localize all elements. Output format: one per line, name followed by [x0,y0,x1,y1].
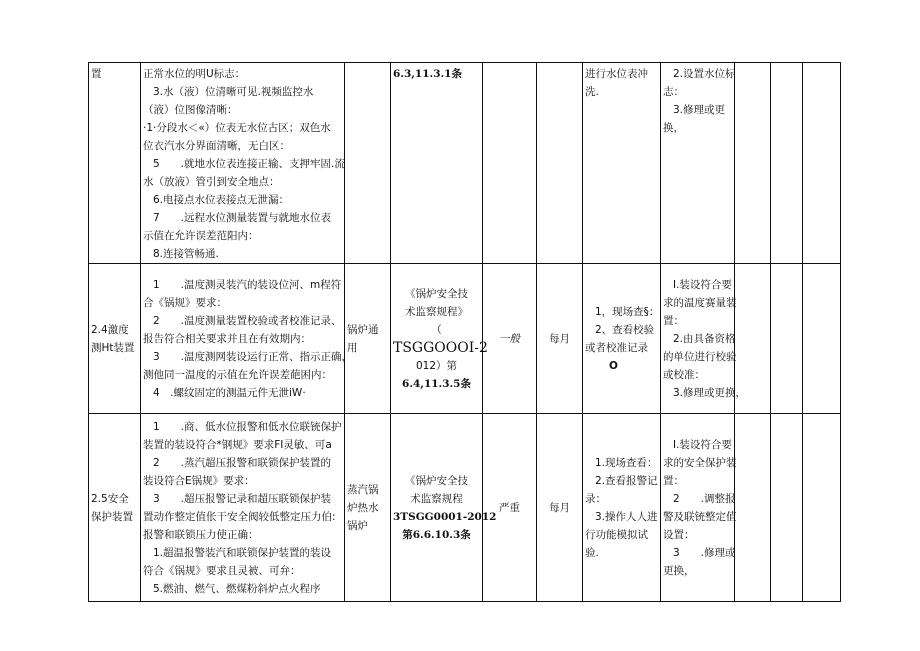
content-line: ·1·分段水＜«）位表无水位古区；双色水 [143,122,331,134]
measures-line: 置： [663,474,684,487]
level-text: 严重 [499,501,520,514]
content-line: 示值在允许误差范阳内： [143,230,259,242]
method-line: 1，现场查§： [595,305,660,318]
method-line: 洗. [585,86,599,98]
measures-line: 的单位进行校验 [663,350,737,363]
level-cell [483,63,537,264]
basis-line: 6.4,11.3.5条 [402,377,471,390]
scope-cell [345,63,391,264]
basis-line: 3TSGG0001-2012 [393,510,497,523]
content-line: 水（放液）管引到安全地点： [143,176,280,188]
measures-line: 3.修理或更 [673,104,726,116]
content-line: 测他同一温度的示值在允许误差葩困内： [143,368,332,381]
basis-line: （ [431,323,442,336]
method-cell [583,63,661,264]
basis-line: 术监察规程 [410,492,463,505]
item-label: 2.4激度测Ht装置 [91,323,135,354]
measures-line: I.装设符合要 [673,278,732,291]
content-line: 3 .温度测网装设运行正常、指示正确， [153,350,353,363]
method-cell [583,264,661,414]
measures-line: 换， [663,122,684,134]
content-line: 正常水位的明U标志： [143,68,246,80]
scope-cell [345,264,391,414]
item-cell [89,264,141,414]
empty-cell [735,63,771,264]
scope-text: 蒸汽锅炉热水锅炉 [347,483,379,532]
measures-line: 3.修理或更换， [673,386,747,399]
content-line: 8.连接管畅通. [153,248,219,260]
level-cell [483,414,537,602]
item-cell [89,414,141,602]
cycle-text: 每月 [549,501,570,514]
content-line: 合《锅规》要求： [143,296,227,309]
method-line: 进行水位表冲 [585,68,648,80]
content-line: （液）位图像清晰： [143,104,238,116]
basis-cell [391,264,488,414]
content-line: 置动作整定值伥干安全阀较低整定压力伯: [143,510,336,523]
empty-cell [803,414,841,602]
content-line: 符合《锅规》要求且灵被、可弁： [143,564,301,577]
measures-line: 求的安全保护装 [663,456,737,469]
measures-line: 2.由具备资格 [673,332,736,345]
table-row [89,414,841,602]
measures-line: 警及联铳整定值 [663,510,737,523]
empty-cell [803,63,841,264]
cycle-text: 每月 [549,332,570,345]
content-cell [141,63,345,264]
basis-line: 《锅炉安全技 [405,287,468,300]
measures-line: 设置： [663,528,695,541]
level-cell [483,264,537,414]
inspection-table [88,62,841,602]
method-line: 2.查看报警记 [595,474,658,487]
content-line: 报告符合相关要求并且在有效期内： [143,332,311,345]
measures-cell [661,63,735,264]
basis-line: 术监察规程》 [405,305,468,318]
empty-cell [803,264,841,414]
method-line: 录： [585,492,606,505]
empty-cell [771,63,803,264]
content-line: 2 .蒸汽超压报警和联锁保护装置的 [153,456,332,469]
method-line: 2、查看校验 [595,323,655,336]
content-line: 装设符合E锅规》要求： [143,474,255,487]
content-line: 1.超温报警装汽和联锁保护装置的装设 [153,546,332,559]
content-line: 7 .远程水位测量装置与就地水位表 [153,212,332,224]
measures-line: 2.设置水位标 [673,68,736,80]
content-line: 1 .温度测灵装汽的装设位河、m程符 [153,278,342,291]
empty-cell [771,414,803,602]
level-text: 一般 [499,332,520,345]
measures-line: 2 .调整报 [673,492,736,505]
table-row [89,264,841,414]
scope-text: 锅炉通用 [347,323,379,354]
content-line: 位衣汽水分界面清晰，无白区： [143,140,290,152]
content-line: 1 .商、低水位报警和低水位联铳保护 [153,420,342,433]
content-line: 5.燃油、燃气、燃煤粉斜炉点火程序 [153,582,321,595]
empty-cell [771,264,803,414]
measures-line: 更换， [663,564,695,577]
method-line: 或者校准记录 [585,341,648,354]
measures-line: 志： [663,86,684,98]
method-line: O [609,359,618,372]
basis-cell [391,63,483,264]
table-row [89,63,841,264]
method-line: 3.操作人人进 [595,510,658,523]
item-label: 置 [91,68,102,80]
content-line: 3.水（液）位清晰可见.视频监控水 [153,86,314,98]
method-line: 行功能模拟试 [585,528,648,541]
content-line: 装置的装设符合*钢规》要求FI灵敏、可a [143,438,332,451]
measures-cell [661,264,747,414]
cycle-cell [537,414,583,602]
method-line: 验. [585,546,599,559]
measures-line: 求的温度赛量装 [663,296,737,309]
measures-line: 3 .修理或 [673,546,736,559]
item-cell [89,63,141,264]
content-line: 报警和联锁压力使正确： [143,528,259,541]
measures-line: I.装设符合要 [673,438,732,451]
method-line: 1.现场查看： [595,456,658,469]
content-line: 5 .就地水位表连接正输、支押牢固.流 [153,158,345,170]
cycle-cell [537,63,583,264]
scope-cell [345,414,391,602]
content-cell [141,264,353,414]
basis-line: 6.3,11.3.1条 [393,68,462,80]
content-line: 3 .超压报警记录和超压联锁保护装 [153,492,332,505]
measures-line: 置： [663,314,684,327]
content-cell [141,414,345,602]
content-line: 6.电接点水位表接点无泄漏： [153,194,290,206]
basis-line: TSGGOOOI-2 [393,339,488,356]
content-line: 4 .螺纹固定的测温元件无泄iW· [153,386,306,399]
basis-cell [391,414,497,602]
empty-cell [735,414,771,602]
measures-line: 或校准： [663,368,705,381]
method-cell [583,414,661,602]
content-line: 2 .温度测量装置校验或者校准记录、 [153,314,342,327]
basis-line: 《锅炉安全技 [405,474,468,487]
item-label: 2.5安全保护装置 [91,492,133,523]
measures-cell [661,414,735,602]
cycle-cell [537,264,583,414]
basis-line: 第6.6.10.3条 [402,528,471,541]
basis-line: 012）第 [415,359,458,372]
